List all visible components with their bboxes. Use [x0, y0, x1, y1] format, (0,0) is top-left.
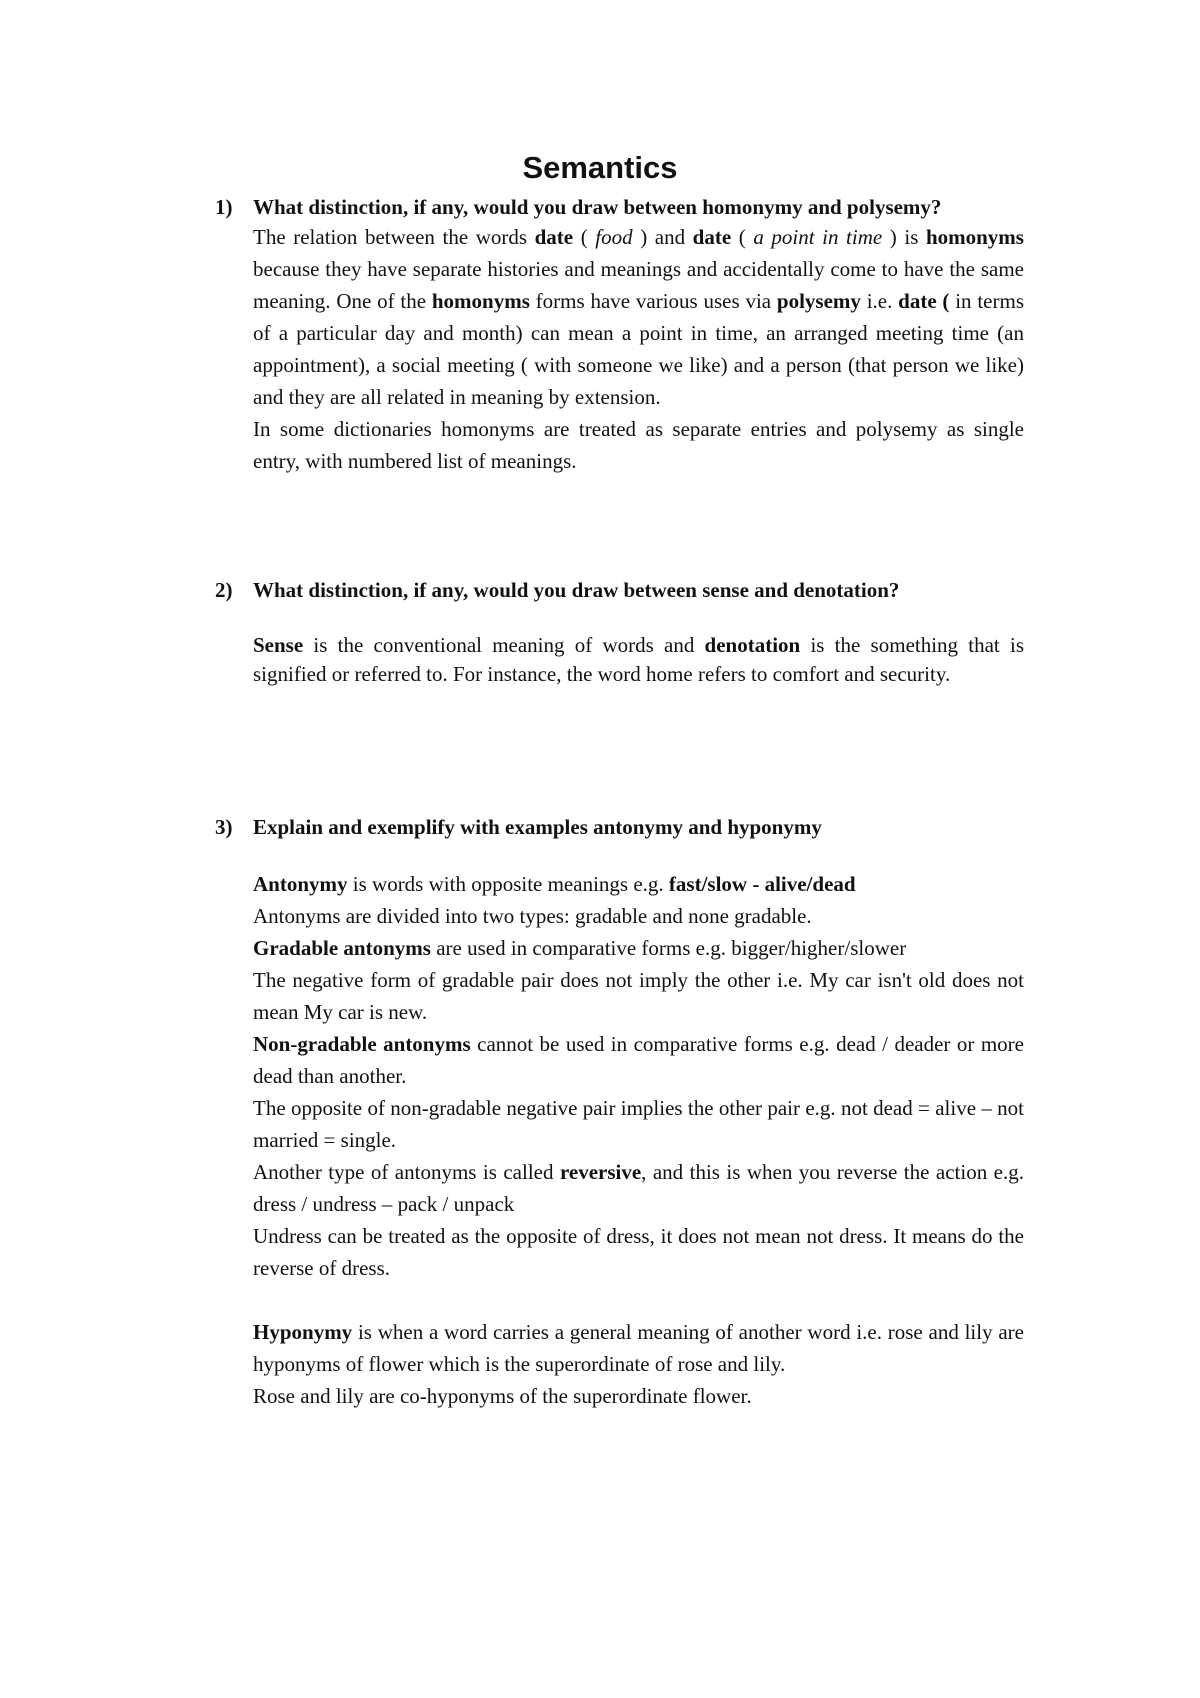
- answer-paragraph: Rose and lily are co-hyponyms of the superordinate flower.: [253, 1384, 752, 1408]
- answer-paragraph: The negative form of gradable pair does not imply the other i.e. My car isn't old does not mean My car is new.: [253, 968, 1024, 1024]
- answer-body: [253, 221, 1024, 477]
- answer-paragraph: Undress can be treated as the opposite of dress, it does not mean not dress. It means do the reverse of dress.: [253, 1224, 1024, 1280]
- answer-paragraph: The opposite of non-gradable negative pair implies the other pair e.g. not dead = alive – not married = single.: [253, 1096, 1024, 1152]
- answer-paragraph: The relation between the words date ( food ) and date ( a point in time ) is homonyms because they have separate histories and meanings and accidentally come to have the same meaning. One of the homonyms forms have various uses via polysemy i.e. date ( in terms of a particular day and month) can mean a point in time, an arranged meeting time (an appointment), a social meeting ( with someone we like) and a person (that person we like) and they are all related in meaning by extension.: [253, 225, 1024, 409]
- answer-paragraph: Antonymy is words with opposite meanings e.g. fast/slow - alive/dead: [253, 872, 856, 896]
- section-1: [215, 193, 1024, 477]
- answer-paragraph: In some dictionaries homonyms are treated as separate entries and polysemy as single entry, with numbered list of meanings.: [253, 417, 1024, 473]
- question-heading: What distinction, if any, would you draw between sense and denotation?: [253, 578, 900, 602]
- answer-body: [253, 631, 1024, 689]
- answer-paragraph: Gradable antonyms are used in comparative forms e.g. bigger/higher/slower: [253, 936, 907, 960]
- answer-paragraph: Antonyms are divided into two types: gradable and none gradable.: [253, 904, 812, 928]
- answer-body: [253, 868, 1024, 1412]
- page-title: Semantics: [522, 150, 678, 185]
- question-heading: Explain and exemplify with examples antonymy and hyponymy: [253, 815, 822, 839]
- question-number: 2): [215, 578, 233, 602]
- section-3: [215, 813, 1024, 1412]
- question-number: 3): [215, 815, 233, 839]
- question-number: 1): [215, 195, 233, 219]
- section-2: [215, 576, 1024, 689]
- question-heading: What distinction, if any, would you draw between homonymy and polysemy?: [253, 195, 942, 219]
- answer-paragraph: Another type of antonyms is called reversive, and this is when you reverse the action e.g. dress / undress – pack / unpack: [253, 1160, 1024, 1216]
- answer-paragraph: Non-gradable antonyms cannot be used in comparative forms e.g. dead / deader or more dead than another.: [253, 1032, 1024, 1088]
- answer-paragraph: Sense is the conventional meaning of words and denotation is the something that is signified or referred to. For instance, the word home refers to comfort and security.: [253, 633, 1024, 686]
- answer-paragraph: Hyponymy is when a word carries a general meaning of another word i.e. rose and lily are hyponyms of flower which is the superordinate of rose and lily.: [253, 1320, 1024, 1376]
